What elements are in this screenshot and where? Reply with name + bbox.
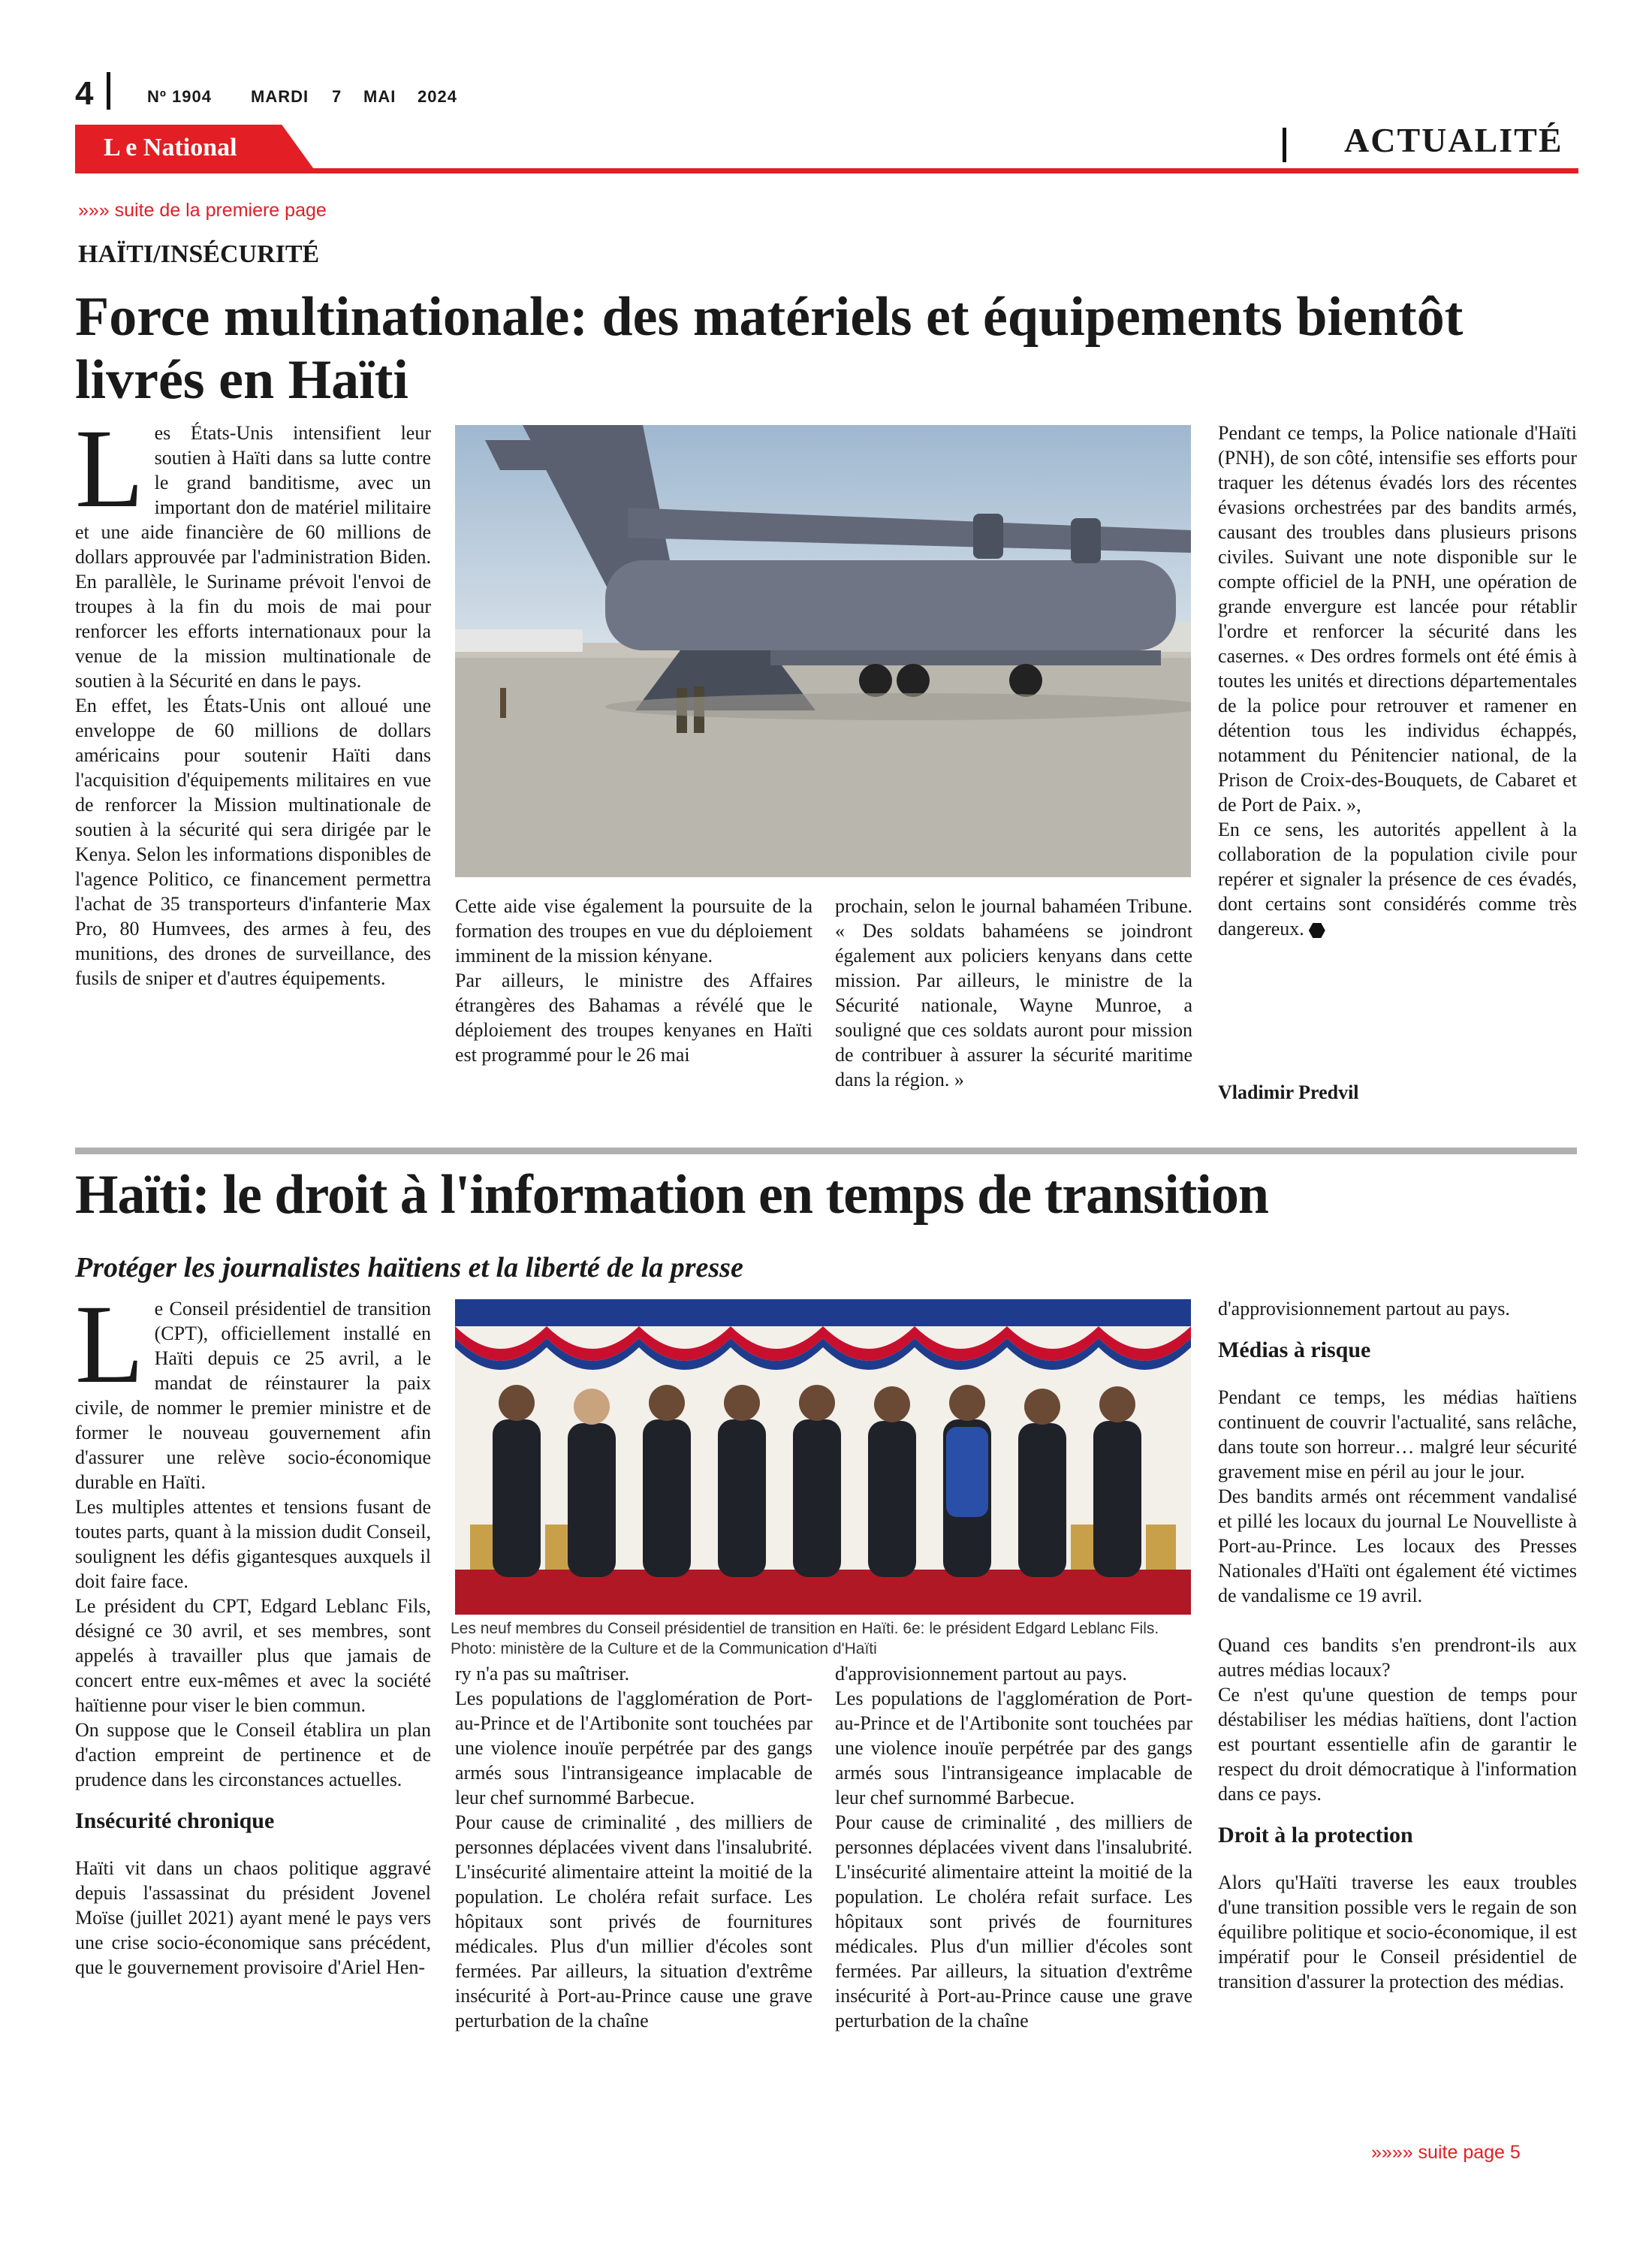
- paragraph: Pour cause de criminalité , des milliers de personnes déplacées vivent dans l'insalubrité. L'insécurité alimentaire atteint la moitié de la population. Le choléra refait surface. Les hôpitaux sont privés de fournitures médicales. Plus d'un millier d'écoles sont fermées. Par ailleurs, la situation d'extrême insécurité à Port-au-Prince cause une grave perturbation de la chaîne: [455, 1811, 812, 2031]
- paragraph: es États-Unis intensifient leur soutien à Haïti dans sa lutte contre le grand banditisme, avec un important don de matériel militaire et une aide financière de 60 millions de dollars approuvée par l'administration Biden. En parallèle, le Suriname prévoit l'envoi de troupes à la fin du mois de mai pour renforcer les efforts internationaux pour la venue de la mission multinationale de soutien à la Sécurité en dans le pays.: [75, 422, 431, 692]
- paragraph: Par ailleurs, le ministre des Affaires étrangères des Bahamas a révélé que le déploiement des troupes kenyanes en Haïti est programmé pour le 26 mai: [455, 970, 812, 1066]
- paragraph: Les multiples attentes et tensions fusant de toutes parts, quant à la mission dudit Conseil, soulignent les défis gigantesques auxquels il doit faire face.: [75, 1496, 431, 1592]
- paragraph: [1218, 817, 1577, 941]
- article2-headline: Haïti: le droit à l'information en temps de transition: [75, 1164, 1268, 1226]
- date-month: MAI: [363, 87, 396, 106]
- article2-column-2: [455, 1661, 812, 2033]
- paragraph-text: En ce sens, les autorités appellent à la collaboration de la population civile pour repérer et signaler la présence de ces évadés, dont certains sont considérés comme très dangereux.: [1218, 819, 1577, 940]
- article2-column-4: [1218, 1296, 1577, 1994]
- paragraph: Ce n'est qu'une question de temps pour déstabiliser les médias haïtiens, dont l'action est pourtant essentielle afin de garantir le respect du droit démocratique à l'information dans ce pays.: [1218, 1684, 1577, 1805]
- article1-column-2: [455, 894, 812, 1067]
- paragraph: Alors qu'Haïti traverse les eaux troubles d'une transition possible vers le regain de son équilibre politique et socio-économique, il est impératif pour le Conseil présidentiel de transition d'assurer la protection des médias.: [1218, 1871, 1577, 1992]
- date-year: 2024: [418, 87, 457, 106]
- article1-author: Vladimir Predvil: [1218, 1081, 1359, 1103]
- article2-deck: Protéger les journalistes haïtiens et la liberté de la presse: [75, 1252, 743, 1283]
- paragraph: Pendant ce temps, la Police nationale d'Haïti (PNH), de son côté, intensifie ses efforts pour traquer les détenus évadés lors des récentes évasions orchestrées par des bandits armés, causant des troubles dans plusieurs prisons civiles. Suivant une note disponible sur le compte officiel de la PNH, une opération de grande envergure est lancée pour rétablir l'ordre et renforcer la sécurité dans les casernes. « Des ordres formels ont été émis à toutes les unités et directions départementales de la police pour retrouver et ramener en détention tous les individus échappés, notamment du Pénitencier national, de la Prison de Croix-des-Bouquets, de Cabaret et de Port de Paix. »,: [1218, 422, 1577, 816]
- paragraph: On suppose que le Conseil établira un plan d'action empreint de pertinence et de prudence dans les circonstances actuelles.: [75, 1719, 431, 1790]
- continued-from-link[interactable]: »»» suite de la premiere page: [78, 200, 327, 221]
- page-number-divider: [107, 72, 110, 110]
- paragraph: prochain, selon le journal bahaméen Tribune. « Des soldats bahaméens se joindront également aux policiers kenyans dans cette mission. Par ailleurs, le ministre de la Sécurité nationale, Wayne Munroe, a souligné que ces soldats auront pour mission de contribuer à assurer la sécurité maritime dans la région. »: [835, 895, 1192, 1090]
- paragraph: Cette aide vise également la poursuite de la formation des troupes en vue du déploiement imminent de la mission kényane.: [455, 895, 812, 967]
- brand-logo: L e National: [104, 134, 237, 161]
- paragraph: Les populations de l'agglomération de Port-au-Prince et de l'Artibonite sont touchées par une violence inouïe perpétrée par des gangs armés sous l'intransigeance implacable de leur chef surnommé Barbecue.: [835, 1687, 1192, 1808]
- article1-dropcap: L: [75, 406, 144, 531]
- paragraph: Haïti vit dans un chaos politique aggravé depuis l'assassinat du président Jovenel Moïse (juillet 2021) ayant mené le pays vers une crise socio-économique sans précédent, que le gouvernement provisoire d'Ariel Hen-: [75, 1857, 431, 1978]
- paragraph: Les populations de l'agglomération de Port-au-Prince et de l'Artibonite sont touchées par une violence inouïe perpétrée par des gangs armés sous l'intransigeance implacable de leur chef surnommé Barbecue.: [455, 1687, 812, 1808]
- paragraph: d'approvisionnement partout au pays.: [835, 1663, 1127, 1684]
- article1-column-1: [75, 406, 431, 991]
- council-illustration: [455, 1299, 1191, 1615]
- subhead: Insécurité chronique: [75, 1808, 275, 1833]
- continued-to-link[interactable]: »»»» suite page 5: [1371, 2142, 1521, 2163]
- article1-headline: Force multinationale: des matériels et équipements bientôt livrés en Haïti: [75, 286, 1464, 411]
- paragraph: En effet, les États-Unis ont alloué une enveloppe de 60 millions de dollars américains pour soutenir Haïti dans l'acquisition d'équipements militaires en vue de renforcer la Mission multinationale de soutien à la sécurité qui sera dirigée par le Kenya. Selon les informations disponibles de l'agence Politico, ce financement permettra l'achat de 35 transporteurs d'infanterie Max Pro, 80 Humvees, des armes à feu, des munitions, des drones de surveillance, des fusils de sniper et d'autres équipements.: [75, 695, 431, 989]
- article2-column-3: [835, 1661, 1192, 2033]
- people: [493, 1419, 1141, 1577]
- paragraph: ry n'a pas su maîtriser.: [455, 1663, 630, 1684]
- paragraph: Pour cause de criminalité , des milliers de personnes déplacées vivent dans l'insalubrité. L'insécurité alimentaire atteint la moitié de la population. Le choléra refait surface. Les hôpitaux sont privés de fournitures médicales. Plus d'un millier d'écoles sont fermées. Par ailleurs, la situation d'extrême insécurité à Port-au-Prince cause une grave perturbation de la chaîne: [835, 1811, 1192, 2031]
- section-divider: [1283, 128, 1286, 162]
- council-group-photo: [455, 1299, 1191, 1615]
- aircraft-photo: [455, 425, 1191, 877]
- paragraph: Quand ces bandits s'en prendront-ils aux autres médias locaux?: [1218, 1634, 1577, 1681]
- paragraph: Pendant ce temps, les médias haïtiens continuent de couvrir l'actualité, sans relâche, dans toute son horreur… malgré leur sécurité gravement mise en péril au jour le jour.: [1218, 1386, 1577, 1482]
- issue-number: Nº 1904: [147, 87, 212, 106]
- header-rule: [75, 168, 1578, 173]
- article2-dropcap: L: [75, 1282, 144, 1407]
- photo-caption: Les neuf membres du Conseil présidentiel de transition en Haïti. 6e: le président Edgard Leblanc Fils. Photo: ministère de la Culture et de la Communication d'Haïti: [451, 1620, 1159, 1657]
- article-separator: [75, 1148, 1577, 1154]
- subhead: Droit à la protection: [1218, 1823, 1413, 1847]
- paragraph: d'approvisionnement partout au pays.: [1218, 1298, 1510, 1320]
- date-day: MARDI: [251, 87, 309, 106]
- date-num: 7: [332, 87, 342, 106]
- article1-column-3: [835, 894, 1192, 1092]
- subhead: Médias à risque: [1218, 1338, 1371, 1362]
- end-mark-icon: [1309, 923, 1325, 938]
- page-number: 4: [75, 75, 94, 112]
- section-label: ACTUALITÉ: [1344, 121, 1563, 159]
- article1-kicker: HAÏTI/INSÉCURITÉ: [78, 240, 320, 268]
- article2-column-1: [75, 1282, 431, 1980]
- aircraft-illustration: [455, 425, 1191, 877]
- paragraph: Le président du CPT, Edgard Leblanc Fils, désigné ce 30 avril, et ses membres, sont appelés à travailler plus que jamais de concert entre eux-mêmes et avec la société haïtienne pour viser le bien commun.: [75, 1595, 431, 1716]
- paragraph: Des bandits armés ont récemment vandalisé et pillé les locaux du journal Le Nouvelliste à Port-au-Prince. Les locaux des Presses Nationales d'Haïti ont également été victimes de vandalisme ce 19 avril.: [1218, 1485, 1577, 1606]
- article1-column-4: [1218, 421, 1577, 941]
- paragraph: e Conseil présidentiel de transition (CPT), officiellement installé en Haïti depuis ce 25 avril, a le mandat de réinstaurer la paix civile, de nommer le premier ministre et de former le nouveau gouvernement afin d'assurer une relève socio-économique durable en Haïti.: [75, 1298, 431, 1493]
